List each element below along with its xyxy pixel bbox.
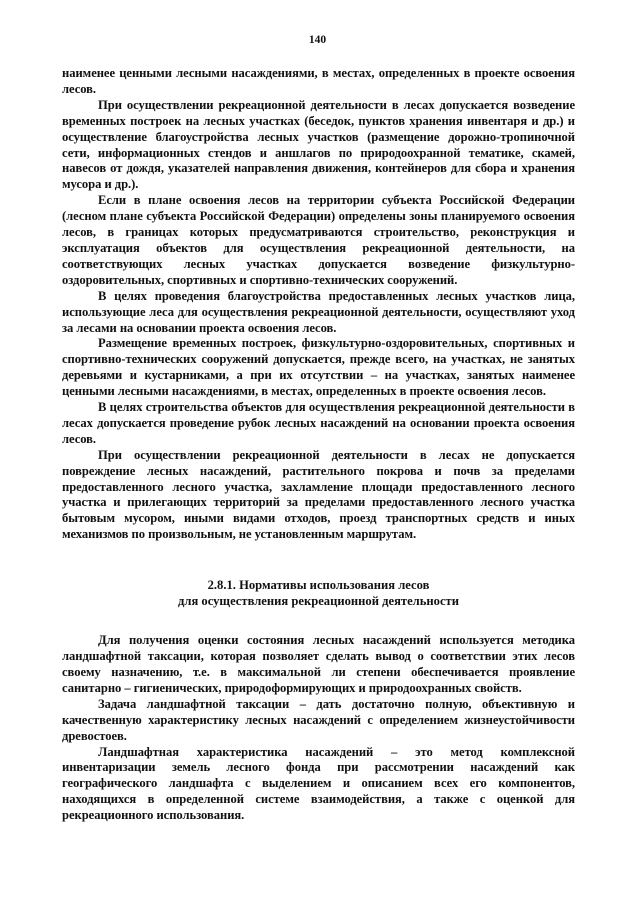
paragraph-temporary-buildings: При осуществлении рекреационной деятельности в лесах допускается возведение временных построек на лесных участках (беседок, пунктов хранения инвентаря и др.) и осуществление благоустройства лесных участков (размещение дорожно-тропиночной сети, информационных стендов и аншлагов по природоохранной тематике, скамей, навесов от дождя, указателей направления движения, контейнеров для сбора и хранения мусора и др.).: [62, 97, 575, 192]
section-heading: [62, 577, 575, 609]
section-heading-line-1: 2.8.1. Нормативы использования лесов: [207, 578, 430, 593]
paragraph-placement: Размещение временных построек, физкультурно-оздоровительных, спортивных и спортивно-технических сооружений допускается, прежде всего, на участках, не занятых деревьями и кустарниками, а при их отсутствии – на участках, занятых наименее ценными лесными насаждениями, в местах, определенных в проекте освоения лесов.: [62, 336, 575, 399]
paragraph-felling: В целях строительства объектов для осуществления рекреационной деятельности в лесах допускается проведение рубок лесных насаждений на основании проекта освоения лесов.: [62, 400, 575, 446]
paragraph-forest-plan-zones: Если в плане освоения лесов на территории субъекта Российской Федерации (лесном плане субъекта Российской Федерации) определены зоны планируемого освоения лесов, в границах которых предусматриваются строительство, реконструкция и эксплуатация объектов для осуществления рекреационной деятельности, на соответствующих лесных участках допускается возведение физкультурно-оздоровительных, спортивных и спортивно-технических сооружений.: [62, 193, 575, 287]
page-number: 140: [308, 34, 327, 46]
section-heading-line-2: для осуществления рекреационной деятельности: [178, 594, 459, 609]
paragraph-forest-care: В целях проведения благоустройства предоставленных лесных участков лица, использующие леса для осуществления рекреационной деятельности, осуществляют уход за лесами на основании проекта освоения лесов.: [62, 288, 575, 335]
body-text: [62, 66, 575, 824]
paragraph-taxation-task: Задача ландшафтной таксации – дать достаточно полную, объективную и качественную характеристику лесных насаждений с определением жизнеустойчивости древостоев.: [62, 696, 575, 743]
paragraph-continued: наименее ценными лесными насаждениями, в местах, определенных в проекте освоения лесов.: [62, 66, 575, 96]
paragraph-landscape-characteristic: Ландшафтная характеристика насаждений – это метод комплексной инвентаризации земель лесного фонда при рассмотрении насаждений как географического ландшафта с выделением и описанием всех его компонентов, находящихся в определенной системе взаимодействия, а также с оценкой для рекреационного использования.: [62, 744, 575, 823]
paragraph-assessment-method: Для получения оценки состояния лесных насаждений используется методика ландшафтной таксации, которая позволяет сделать вывод о соответствии этих лесов своему назначению, т.е. в максимальной ли степени обеспечивается проявление санитарно – гигиенических, природоформирующих и природоохранных свойств.: [62, 633, 575, 695]
paragraph-prohibitions: При осуществлении рекреационной деятельности в лесах не допускается повреждение лесных насаждений, растительного покрова и почв за пределами предоставленного лесного участка, захламление площади предоставленного лесного участка и прилегающих территорий за пределами предоставленного лесного участка бытовым мусором, иными видами отходов, проезд транспортных средств и иных механизмов по произвольным, не установленным маршрутам.: [62, 447, 575, 542]
